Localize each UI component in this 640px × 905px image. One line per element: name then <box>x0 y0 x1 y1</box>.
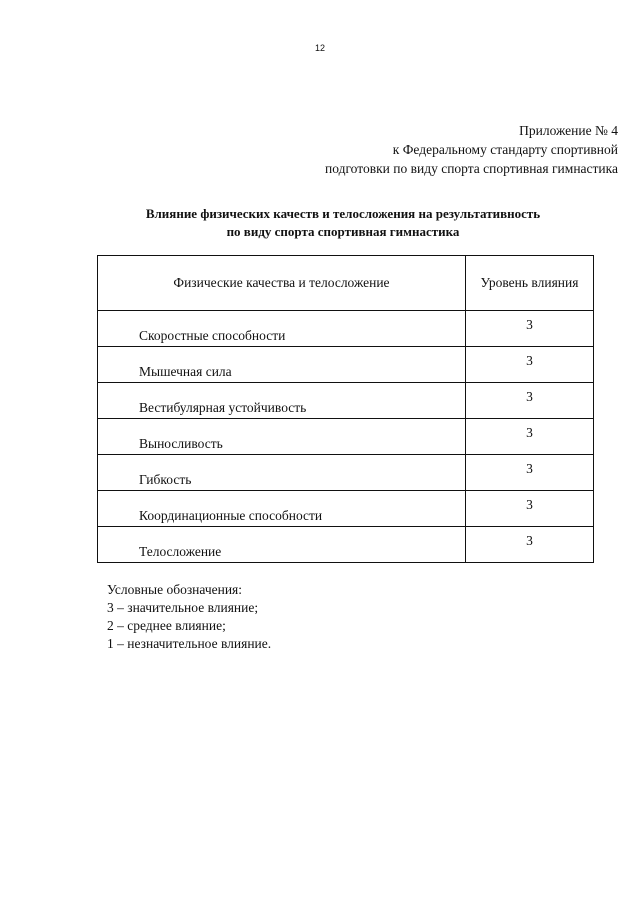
level-value: 3 <box>526 425 533 440</box>
level-value: 3 <box>526 389 533 404</box>
quality-name: Мышечная сила <box>139 364 232 379</box>
level-value: 3 <box>526 353 533 368</box>
level-cell <box>466 491 594 527</box>
level-value: 3 <box>526 497 533 512</box>
quality-name: Вестибулярная устойчивость <box>139 400 307 415</box>
page-number: 12 <box>314 43 325 53</box>
appendix-line-3: подготовки по виду спорта спортивная гимнастика <box>325 161 618 176</box>
table-row <box>98 383 594 419</box>
level-cell <box>466 455 594 491</box>
level-cell <box>466 311 594 347</box>
quality-name: Гибкость <box>139 472 192 487</box>
document-title <box>0 205 640 241</box>
appendix-line-1: Приложение № 4 <box>519 123 618 138</box>
legend-item: 3 – значительное влияние; <box>107 600 259 615</box>
level-value: 3 <box>526 533 533 548</box>
quality-cell <box>98 491 466 527</box>
quality-cell <box>98 419 466 455</box>
header-quality: Физические качества и телосложение <box>98 256 466 311</box>
quality-name: Скоростные способности <box>139 328 286 343</box>
table-row <box>98 347 594 383</box>
level-value: 3 <box>526 461 533 476</box>
level-cell <box>466 383 594 419</box>
table-row <box>98 455 594 491</box>
legend <box>107 581 271 653</box>
level-cell <box>466 527 594 563</box>
quality-cell <box>98 383 466 419</box>
table-row <box>98 311 594 347</box>
quality-cell <box>98 455 466 491</box>
quality-cell <box>98 527 466 563</box>
table-row <box>98 419 594 455</box>
table-row <box>98 491 594 527</box>
quality-name: Координационные способности <box>139 508 323 523</box>
quality-cell <box>98 347 466 383</box>
table-header-row <box>98 256 594 311</box>
legend-item: 1 – незначительное влияние. <box>107 636 272 651</box>
quality-cell <box>98 311 466 347</box>
quality-name: Выносливость <box>139 436 223 451</box>
appendix-reference <box>325 121 618 178</box>
quality-name: Телосложение <box>139 544 222 559</box>
level-value: 3 <box>526 317 533 332</box>
title-line-1: Влияние физических качеств и телосложения на результативность <box>145 206 541 221</box>
header-level: Уровень влияния <box>466 256 594 311</box>
level-cell <box>466 347 594 383</box>
title-line-2: по виду спорта спортивная гимнастика <box>226 224 460 239</box>
legend-heading: Условные обозначения: <box>107 582 243 597</box>
level-cell <box>466 419 594 455</box>
influence-table <box>97 255 594 563</box>
appendix-line-2: к Федеральному стандарту спортивной <box>392 142 618 157</box>
table-row <box>98 527 594 563</box>
legend-item: 2 – среднее влияние; <box>107 618 226 633</box>
